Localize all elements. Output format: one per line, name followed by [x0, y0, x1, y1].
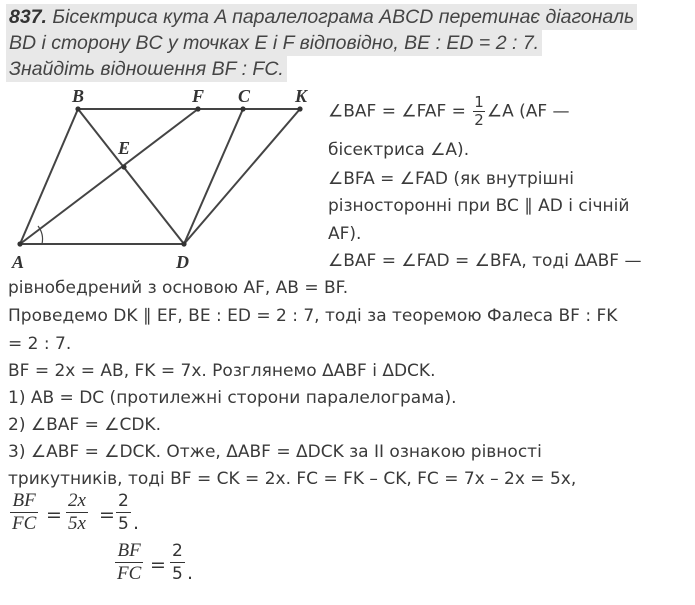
fraction-one-half — [473, 94, 485, 129]
fraction-numerator: BF — [10, 490, 38, 513]
solution-line-10: BF = 2x = AB, FK = 7x. Розглянемо ΔABF і ΔDCK. — [8, 361, 436, 381]
solution-line-1-end: ∠A (AF — — [486, 101, 570, 122]
parallelogram-diagram — [8, 84, 328, 274]
solution-line-3: ∠BFA = ∠FAD (як внутрішні — [328, 169, 574, 189]
period: . — [187, 562, 194, 584]
parallelogram-figure — [8, 84, 328, 274]
fraction-denominator: 2 — [474, 111, 484, 129]
problem-number: 837. — [9, 6, 47, 28]
label-b: B — [72, 86, 85, 106]
solution-line-1 — [328, 94, 570, 129]
fraction-denominator: FC — [12, 513, 37, 534]
equals-sign: = — [99, 504, 115, 526]
solution-line-11: 1) AB = DC (протилежні сторони паралелограма). — [8, 388, 457, 408]
label-f: F — [192, 86, 205, 106]
solution-line-4: різносторонні при BC ∥ AD і січній — [328, 196, 630, 216]
fraction-2x-5x — [66, 490, 88, 535]
fraction-numerator: 2 — [172, 541, 183, 561]
solution-line-1-start: ∠BAF = ∠FAF = — [328, 101, 472, 122]
side-ab — [20, 109, 78, 244]
point-d — [181, 241, 186, 246]
solution-line-8: Проведемо DK ∥ EF, BE : ED = 2 : 7, тоді за теоремою Фалеса BF : FK — [8, 306, 618, 326]
solution-line-13: 3) ∠ABF = ∠DCK. Отже, ΔABF = ΔDCK за II ознакою рівності — [8, 442, 542, 462]
solution-line-2: бісектриса ∠A). — [328, 140, 470, 160]
fraction-numerator: 2x — [68, 490, 86, 511]
fraction-numerator: BF — [115, 540, 143, 563]
fraction-numerator: 2 — [118, 491, 129, 511]
bisector-af — [20, 109, 198, 244]
point-c — [240, 106, 245, 111]
label-c: C — [238, 86, 251, 106]
side-cd — [184, 109, 243, 244]
point-k — [297, 106, 302, 111]
problem-line-3: Знайдіть відношення BF : FC. — [6, 56, 287, 82]
solution-line-12: 2) ∠BAF = ∠CDK. — [8, 415, 161, 435]
equals-sign: = — [46, 504, 62, 526]
diagonal-bd — [78, 109, 184, 244]
label-d: D — [176, 252, 189, 272]
problem-line-1 — [6, 4, 637, 30]
fraction-denominator: 5 — [172, 564, 183, 584]
point-a — [17, 241, 22, 246]
equals-sign: = — [150, 554, 166, 576]
solution-line-5: AF). — [328, 224, 362, 244]
fraction-bf-fc-2 — [115, 540, 143, 585]
problem-line-2: BD і сторону BC у точках E і F відповідно, BE : ED = 2 : 7. — [6, 30, 542, 56]
solution-line-6: ∠BAF = ∠FAD = ∠BFA, тоді ΔABF — — [328, 251, 642, 271]
period: . — [133, 512, 140, 534]
fraction-numerator: 1 — [474, 93, 484, 111]
fraction-denominator: 5x — [68, 513, 86, 534]
solution-line-9: = 2 : 7. — [8, 334, 72, 354]
fraction-denominator: 5 — [118, 514, 129, 534]
point-e — [121, 164, 126, 169]
segment-dk — [184, 109, 300, 244]
fraction-2-5-first — [116, 490, 131, 535]
solution-line-7: рівнобедрений з основою AF, AB = BF. — [8, 278, 349, 298]
fraction-2-5-second — [170, 540, 185, 585]
point-b — [75, 106, 80, 111]
problem-statement — [6, 4, 676, 82]
fraction-denominator: FC — [117, 563, 142, 584]
problem-text-1: Бісектриса кута A паралелограма ABCD перетинає діагональ — [52, 6, 635, 28]
solution-line-14: трикутників, тоді BF = CK = 2x. FC = FK – CK, FC = 7x – 2x = 5x, — [8, 469, 577, 489]
label-k: K — [295, 86, 308, 106]
label-e: E — [118, 138, 131, 158]
fraction-bf-fc-1 — [10, 490, 38, 535]
point-f — [195, 106, 200, 111]
label-a: A — [12, 252, 25, 272]
